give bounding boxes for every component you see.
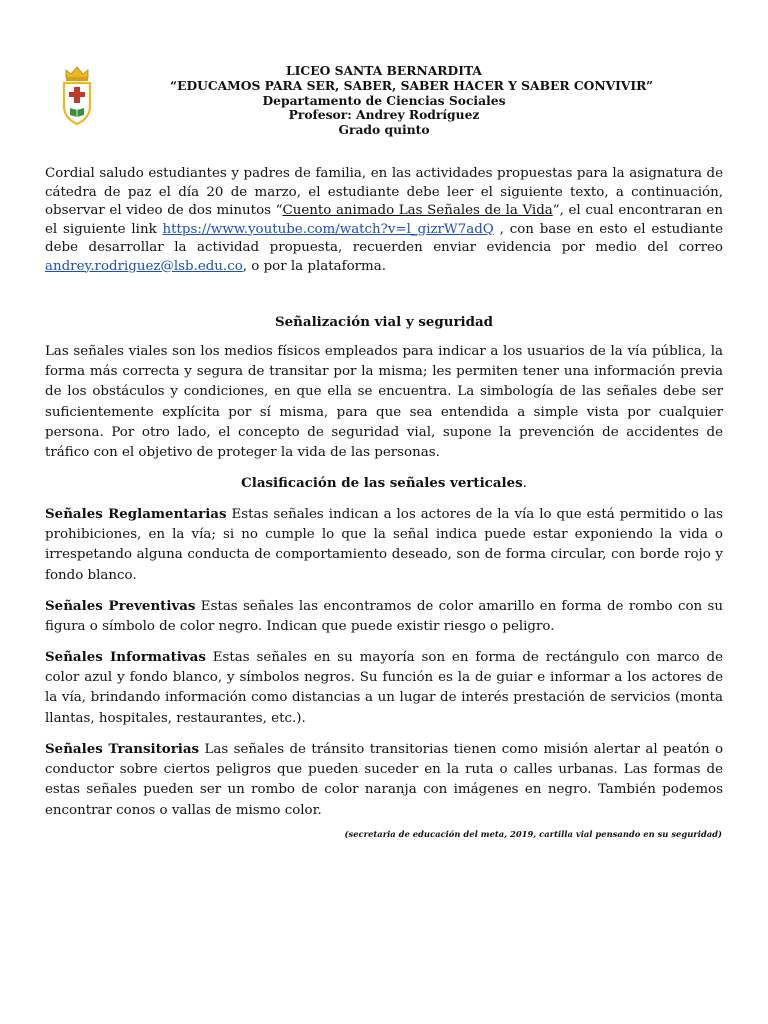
intro-paragraph	[45, 165, 723, 276]
classification-title-period: .	[522, 476, 527, 491]
email-link[interactable]: andrey.rodriguez@lsb.edu.co	[45, 258, 243, 274]
video-title-link[interactable]: Cuento animado Las Señales de la Vida	[282, 203, 553, 218]
intro-text-2: ”, el cual encontraran en el siguiente link	[45, 203, 723, 237]
grade-level: Grado quinto	[338, 122, 430, 138]
sign-paragraph-preventive	[45, 596, 723, 637]
department-name: Departamento de Ciencias Sociales	[262, 92, 506, 108]
document-header	[170, 63, 654, 138]
section-title-road-signs: Señalización vial y seguridad	[274, 314, 494, 330]
road-signs-paragraph: Las señales viales son los medios físicos empleados para indicar a los usuarios de la vía pública, la forma más correcta y segura de transitar por la misma; les permiten tener una información previa de los obstáculos y condiciones, en que ella se encuentra. La simbología de las señales debe ser suficientemente explícita por sí misma, para que sea entendida a simple vista por cualquier persona. Por otro lado, el concepto de seguridad vial, supone la prevención de accidentes de tráfico con el objetivo de proteger la vida de las personas.	[45, 344, 723, 461]
sign-text-informative: Estas señales en su mayoría son en forma de rectángulo con marco de color azul y fondo blanco, y símbolos negros. Su función es la de guiar e informar a los actores de la vía, brindando información como distancias a un lugar de interés prestación de servicios (monta llantas, hospitales, restaurantes, etc.).	[45, 650, 723, 726]
intro-text-4: , o por la plataforma.	[242, 258, 386, 274]
sign-paragraph-regulatory	[45, 504, 723, 586]
sign-text-regulatory: Estas señales indican a los actores de la vía lo que está permitido o las prohibiciones, en la vía; si no cumple lo que la señal indica puede estar exponiendo la vida o irrespetando alguna conducta de comportamiento deseado, son de forma circular, con borde rojo y fondo blanco.	[45, 507, 724, 583]
sign-name-informative: Señales Informativas	[45, 649, 206, 665]
school-motto: “EDUCAMOS PARA SER, SABER, SABER HACER Y SABER CONVIVIR”	[170, 77, 654, 93]
citation: (secretaria de educación del meta, 2019, cartilla vial pensando en su seguridad)	[344, 829, 722, 839]
sign-paragraph-informative	[45, 647, 723, 729]
classification-title-text: Clasificación de las señales verticales	[241, 475, 523, 491]
youtube-link[interactable]: https://www.youtube.com/watch?v=l_gizrW7adQ	[162, 221, 494, 237]
intro-text-3: , con base en esto el estudiante debe desarrollar la actividad propuesta, recuerden enviar evidencia por medio del correo	[45, 221, 723, 255]
sign-text-preventive: Estas señales las encontramos de color amarillo en forma de rombo con su figura o símbolo de color negro. Indican que puede existir riesgo o peligro.	[45, 599, 723, 635]
teacher-name: Profesor: Andrey Rodríguez	[288, 107, 480, 123]
school-name: LICEO SANTA BERNARDITA	[286, 63, 482, 78]
sign-paragraph-transitory	[45, 739, 723, 821]
sign-name-preventive: Señales Preventivas	[45, 598, 196, 614]
intro-text-1: Cordial saludo estudiantes y padres de familia, en las actividades propuestas para la asignatura de cátedra de paz el día 20 de marzo, el estudiante debe leer el siguiente texto, a continuación, observar el video de dos minutos “	[45, 166, 723, 218]
sign-text-transitory: Las señales de tránsito transitorias tienen como misión alertar al peatón o conductor sobre ciertos peligros que pueden suceder en la ruta o calles urbanas. Las formas de estas señales pueden ser un rombo de color naranja con imágenes en negro. También podemos encontrar conos o vallas de mismo color.	[45, 742, 724, 818]
sign-name-regulatory: Señales Reglamentarias	[45, 506, 227, 522]
section-title-classification	[45, 474, 723, 493]
sign-name-transitory: Señales Transitorias	[45, 741, 200, 757]
school-crest-icon	[60, 66, 94, 128]
